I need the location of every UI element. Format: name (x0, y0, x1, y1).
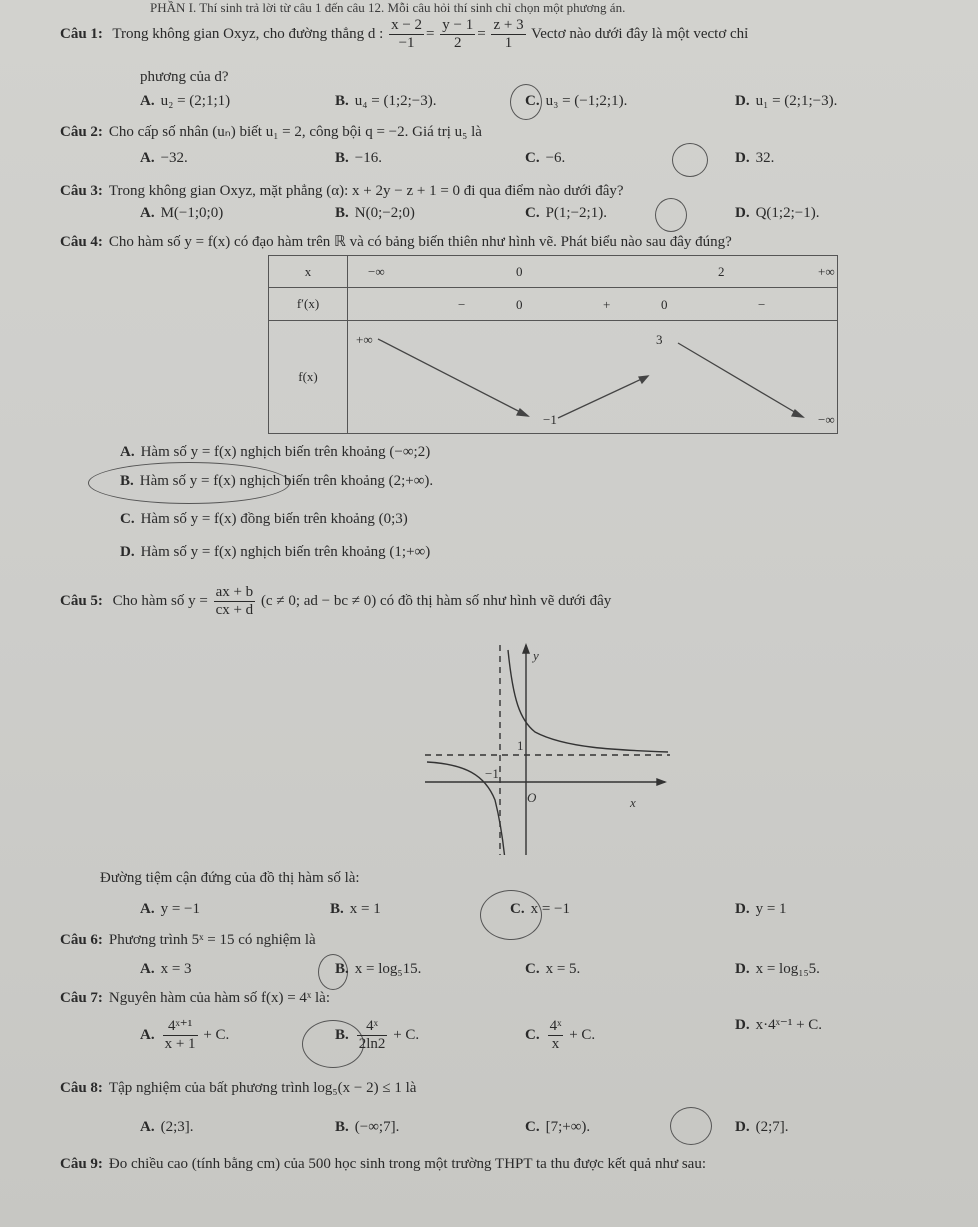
question-9 (60, 1157, 706, 1172)
q-text: Phương trình 5ˣ = 15 có nghiệm là (108, 932, 316, 948)
den: cx + d (215, 602, 254, 619)
option-value: [7;+∞). (545, 1119, 591, 1135)
option-q6-a (140, 962, 192, 977)
fraction (357, 1018, 388, 1054)
zero: 0 (661, 297, 668, 312)
option-q1-d (735, 94, 837, 109)
option-label: B. (335, 150, 349, 166)
option-q6-b (335, 962, 421, 977)
option-q7-b (335, 1018, 419, 1054)
option-value: Hàm số y = f(x) nghịch biến trên khoảng (1;+∞) (140, 544, 431, 560)
f-value: +∞ (356, 332, 373, 347)
option-value: x·4ˣ⁻¹ + C. (755, 1017, 823, 1033)
q-label: Câu 2: (60, 124, 103, 140)
option-value: x = log₁₅5. (755, 961, 820, 977)
question-6 (60, 933, 316, 948)
option-label: C. (525, 961, 540, 977)
option-q2-d (735, 151, 774, 166)
row-header-x: x (269, 256, 348, 288)
option-label: A. (140, 1027, 155, 1044)
option-q3-a (140, 206, 223, 221)
option-label: A. (120, 444, 135, 460)
option-q8-a (140, 1120, 194, 1135)
x-value: −∞ (368, 264, 385, 279)
q-text: Trong không gian Oxyz, mặt phẳng (α): x + 2y − z + 1 = 0 đi qua điểm nào dưới đây? (108, 183, 624, 199)
x-value: 0 (516, 264, 523, 279)
option-value: x = 5. (545, 961, 581, 977)
den: 1 (504, 35, 513, 52)
tick-label-1: 1 (517, 738, 524, 753)
x-value: 2 (718, 264, 725, 279)
option-q2-c (525, 151, 565, 166)
option-q7-a (140, 1018, 229, 1054)
f-value: 3 (656, 332, 663, 347)
option-q6-c (525, 962, 580, 977)
option-value: Q(1;2;−1). (755, 205, 820, 221)
variation-arrows (348, 321, 838, 434)
option-q4-c (120, 512, 408, 527)
option-q1-c (525, 94, 627, 109)
option-label: D. (735, 961, 750, 977)
question-2 (60, 125, 482, 140)
fraction (440, 17, 475, 53)
q-label: Câu 8: (60, 1080, 103, 1096)
fraction (389, 17, 424, 53)
option-q7-c (525, 1018, 595, 1054)
option-value: M(−1;0;0) (160, 205, 224, 221)
y-axis-label: y (533, 648, 539, 663)
fraction (214, 584, 256, 620)
option-label: C. (525, 150, 540, 166)
option-q4-a (120, 445, 430, 460)
sign: − (758, 297, 766, 312)
den: x + 1 (164, 1036, 196, 1053)
option-q5-c (510, 902, 570, 917)
option-label: D. (120, 544, 135, 560)
option-value: −6. (545, 150, 566, 166)
num: 4ˣ (548, 1018, 564, 1036)
option-label: A. (140, 1119, 155, 1135)
option-q6-d (735, 962, 820, 977)
option-value: y = −1 (160, 901, 201, 917)
q-text: Cho cấp số nhân (uₙ) biết u₁ = 2, công bội q = −2. Giá trị u₅ là (108, 124, 482, 140)
num: x − 2 (389, 17, 424, 35)
q-label: Câu 6: (60, 932, 103, 948)
x-value: +∞ (818, 264, 835, 279)
option-q8-d (735, 1120, 789, 1135)
option-value: x = log₅15. (354, 961, 422, 977)
option-value: y = 1 (755, 901, 787, 917)
option-q4-b (120, 474, 433, 489)
row-header-function: f(x) (269, 321, 348, 434)
option-label: A. (140, 150, 155, 166)
option-q3-b (335, 206, 415, 221)
q-text: Tập nghiệm của bất phương trình log₅(x − 2) ≤ 1 là (108, 1080, 417, 1096)
q-text: phương của d? (140, 69, 229, 85)
sign: + (603, 297, 611, 312)
question-7 (60, 991, 330, 1006)
option-value: Hàm số y = f(x) đồng biến trên khoảng (0;3) (140, 511, 408, 527)
option-label: B. (335, 1027, 349, 1044)
option-label: A. (140, 961, 155, 977)
option-q5-a (140, 902, 200, 917)
option-label: A. (140, 205, 155, 221)
option-q2-a (140, 151, 188, 166)
option-value: P(1;−2;1). (545, 205, 607, 221)
option-value: Hàm số y = f(x) nghịch biến trên khoảng (−∞;2) (140, 444, 431, 460)
option-label: C. (525, 1119, 540, 1135)
q-label: Câu 7: (60, 990, 103, 1006)
option-label: C. (525, 1027, 540, 1044)
f-value: −∞ (818, 412, 835, 427)
option-value: −16. (354, 150, 382, 166)
option-q3-c (525, 206, 607, 221)
option-q4-d (120, 545, 430, 560)
option-label: B. (335, 205, 349, 221)
option-q1-a (140, 94, 230, 109)
den: 2ln2 (358, 1036, 386, 1053)
den: 2 (454, 35, 462, 52)
option-value: (2;3]. (160, 1119, 194, 1135)
zero: 0 (516, 297, 523, 312)
option-label: D. (735, 150, 750, 166)
option-label: D. (735, 1017, 750, 1033)
option-suffix: + C. (569, 1027, 596, 1044)
option-q8-c (525, 1120, 590, 1135)
option-suffix: + C. (393, 1027, 420, 1044)
option-value: (−∞;7]. (354, 1119, 400, 1135)
option-value: −32. (160, 150, 188, 166)
option-label: B. (335, 961, 349, 977)
option-label: B. (120, 473, 134, 489)
option-label: D. (735, 93, 750, 109)
x-values (348, 256, 838, 288)
row-header-derivative: f′(x) (269, 288, 348, 321)
q-label: Câu 4: (60, 234, 103, 250)
option-value: Hàm số y = f(x) nghịch biến trên khoảng (2;+∞). (139, 473, 434, 489)
option-q3-d (735, 206, 819, 221)
option-suffix: + C. (203, 1027, 230, 1044)
q-text: Đo chiều cao (tính bằng cm) của 500 học sinh trong một trường THPT ta thu được kết quả như sau: (108, 1156, 707, 1172)
option-label: B. (335, 1119, 349, 1135)
option-value: N(0;−2;0) (354, 205, 415, 221)
origin-label: O (527, 790, 537, 805)
q-text: Vectơ nào dưới đây là một vectơ chỉ (531, 26, 749, 43)
q-label: Câu 5: (60, 593, 103, 610)
option-value: 32. (755, 150, 775, 166)
section-header: PHẦN I. Thí sinh trả lời từ câu 1 đến câu 12. Mỗi câu hỏi thí sinh chỉ chọn một phương án. (150, 0, 626, 15)
question-8 (60, 1081, 416, 1096)
option-label: D. (735, 205, 750, 221)
option-value: u₂ = (2;1;1) (160, 93, 231, 109)
f-value: −1 (543, 412, 557, 427)
q-text: Đường tiệm cận đứng của đồ thị hàm số là: (100, 870, 360, 886)
q-text: Trong không gian Oxyz, cho đường thẳng d : (112, 26, 384, 43)
tick-label-neg1: −1 (485, 766, 499, 781)
option-q8-b (335, 1120, 399, 1135)
q-text: Cho hàm số y = (112, 593, 208, 610)
option-q2-b (335, 151, 382, 166)
option-q5-d (735, 902, 787, 917)
option-label: B. (335, 93, 349, 109)
option-label: A. (140, 93, 155, 109)
hyperbola-graph (425, 640, 675, 855)
option-label: B. (330, 901, 344, 917)
option-value: x = 1 (349, 901, 381, 917)
option-q7-d (735, 1018, 822, 1033)
option-value: x = 3 (160, 961, 192, 977)
x-axis-label: x (630, 795, 636, 810)
num: 4ˣ (357, 1018, 388, 1036)
option-label: A. (140, 901, 155, 917)
fraction (548, 1018, 564, 1054)
option-label: D. (735, 1119, 750, 1135)
option-q5-b (330, 902, 381, 917)
variation-table (268, 255, 838, 434)
num: z + 3 (491, 17, 525, 35)
option-value: u₄ = (1;2;−3). (354, 93, 437, 109)
question-3 (60, 184, 624, 199)
q-text: Cho hàm số y = f(x) có đạo hàm trên ℝ và có bảng biến thiên như hình vẽ. Phát biểu nào sau đây đúng? (108, 234, 732, 250)
question-5 (60, 584, 611, 620)
answer-mark-q8 (670, 1107, 712, 1145)
option-value: u₁ = (2;1;−3). (755, 93, 838, 109)
q-label: Câu 3: (60, 183, 103, 199)
sign: − (458, 297, 466, 312)
option-value: (2;7]. (755, 1119, 789, 1135)
den: x (551, 1036, 560, 1053)
question-1: Câu 1: Trong không gian Oxyz, cho đường thẳng d : $\frac{x - 2}{-1}$ = $\frac{y - 1}{2}$ = $\frac{z + 3}{1}$ Vectơ nào dưới đây là một vectơ chỉ (60, 17, 749, 52)
answer-mark-q2 (672, 143, 708, 177)
option-label: C. (510, 901, 525, 917)
option-q1-b (335, 94, 437, 109)
q-text: (c ≠ 0; ad − bc ≠ 0) có đồ thị hàm số như hình vẽ dưới đây (260, 593, 612, 610)
q-label: Câu 1: (60, 26, 103, 43)
option-label: C. (525, 205, 540, 221)
option-label: C. (525, 93, 540, 109)
q-text: Nguyên hàm của hàm số f(x) = 4ˣ là: (108, 990, 330, 1006)
den: −1 (398, 35, 415, 52)
option-value: u₃ = (−1;2;1). (545, 93, 628, 109)
option-value: x = −1 (530, 901, 571, 917)
option-label: D. (735, 901, 750, 917)
answer-mark-q3 (655, 198, 687, 232)
q-label: Câu 9: (60, 1156, 103, 1172)
derivative-signs (348, 288, 838, 321)
option-label: C. (120, 511, 135, 527)
question-4 (60, 235, 732, 250)
num: ax + b (214, 584, 256, 602)
fraction (163, 1018, 198, 1054)
num: y − 1 (440, 17, 475, 35)
fraction (491, 17, 525, 53)
num: 4ˣ⁺¹ (163, 1018, 198, 1036)
function-variation (348, 321, 838, 434)
